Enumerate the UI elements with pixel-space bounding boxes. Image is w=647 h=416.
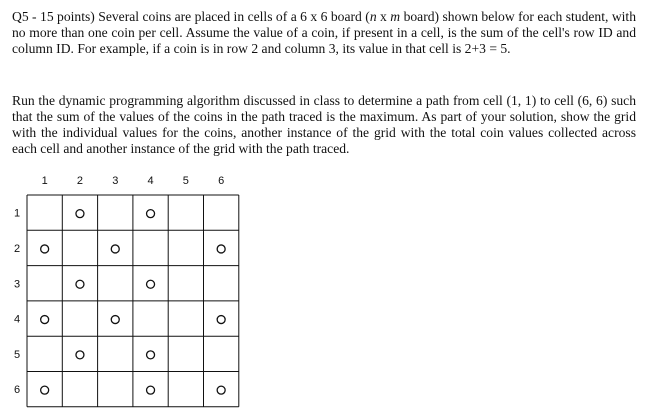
times-symbol: x [376,9,391,24]
coin-icon [76,280,84,288]
coin-icon [76,210,84,218]
coin-icon [147,351,155,359]
column-label: 3 [112,175,119,187]
column-label: 6 [218,175,225,187]
coin-icon [41,316,49,324]
row-label: 2 [13,242,21,255]
question-text-part2: board) shown below for each student, with no more than one coin per cell. Assume the value of a coin, if present in a cell, is the sum of the cell's row ID and column ID. For example, if a coin is in row 2 and column 3, its value in that cell is 2+3 = 5. [12,9,636,56]
board-n-symbol: n [369,9,377,24]
row-label: 6 [13,384,21,397]
column-label: 4 [147,175,154,187]
row-label: 1 [13,207,21,220]
question-paragraph-2: Run the dynamic programming algorithm discussed in class to determine a path from cell (1, 1) to cell (6, 6) such that the sum of the values of the coins in the path traced is the maximum. As part of your solution, show the grid with the individual values for the coins, another instance of the grid with the total coin values collected across each cell and another instance of the grid with the path traced. [12,93,636,156]
coin-icon [76,351,84,359]
board-m-symbol: m [390,9,401,24]
coin-icon [147,210,155,218]
coin-icon [217,245,225,253]
row-label: 5 [13,348,21,361]
coin-icon [111,316,119,324]
question-paragraph-1 [12,9,636,57]
coin-icon [217,316,225,324]
column-label: 5 [182,175,189,187]
column-label: 1 [41,175,48,187]
coin-icon [111,245,119,253]
row-label: 3 [13,278,21,291]
coin-icon [41,386,49,394]
coin-icon [147,386,155,394]
column-label: 2 [76,175,84,187]
coin-icon [217,386,225,394]
coin-icon [147,280,155,288]
row-label: 4 [13,313,21,326]
coin-board [0,172,260,416]
coin-board-figure [0,172,260,416]
coin-icon [41,245,49,253]
question-text-part1: Q5 - 15 points) Several coins are placed in cells of a 6 x 6 board ( [12,9,370,24]
